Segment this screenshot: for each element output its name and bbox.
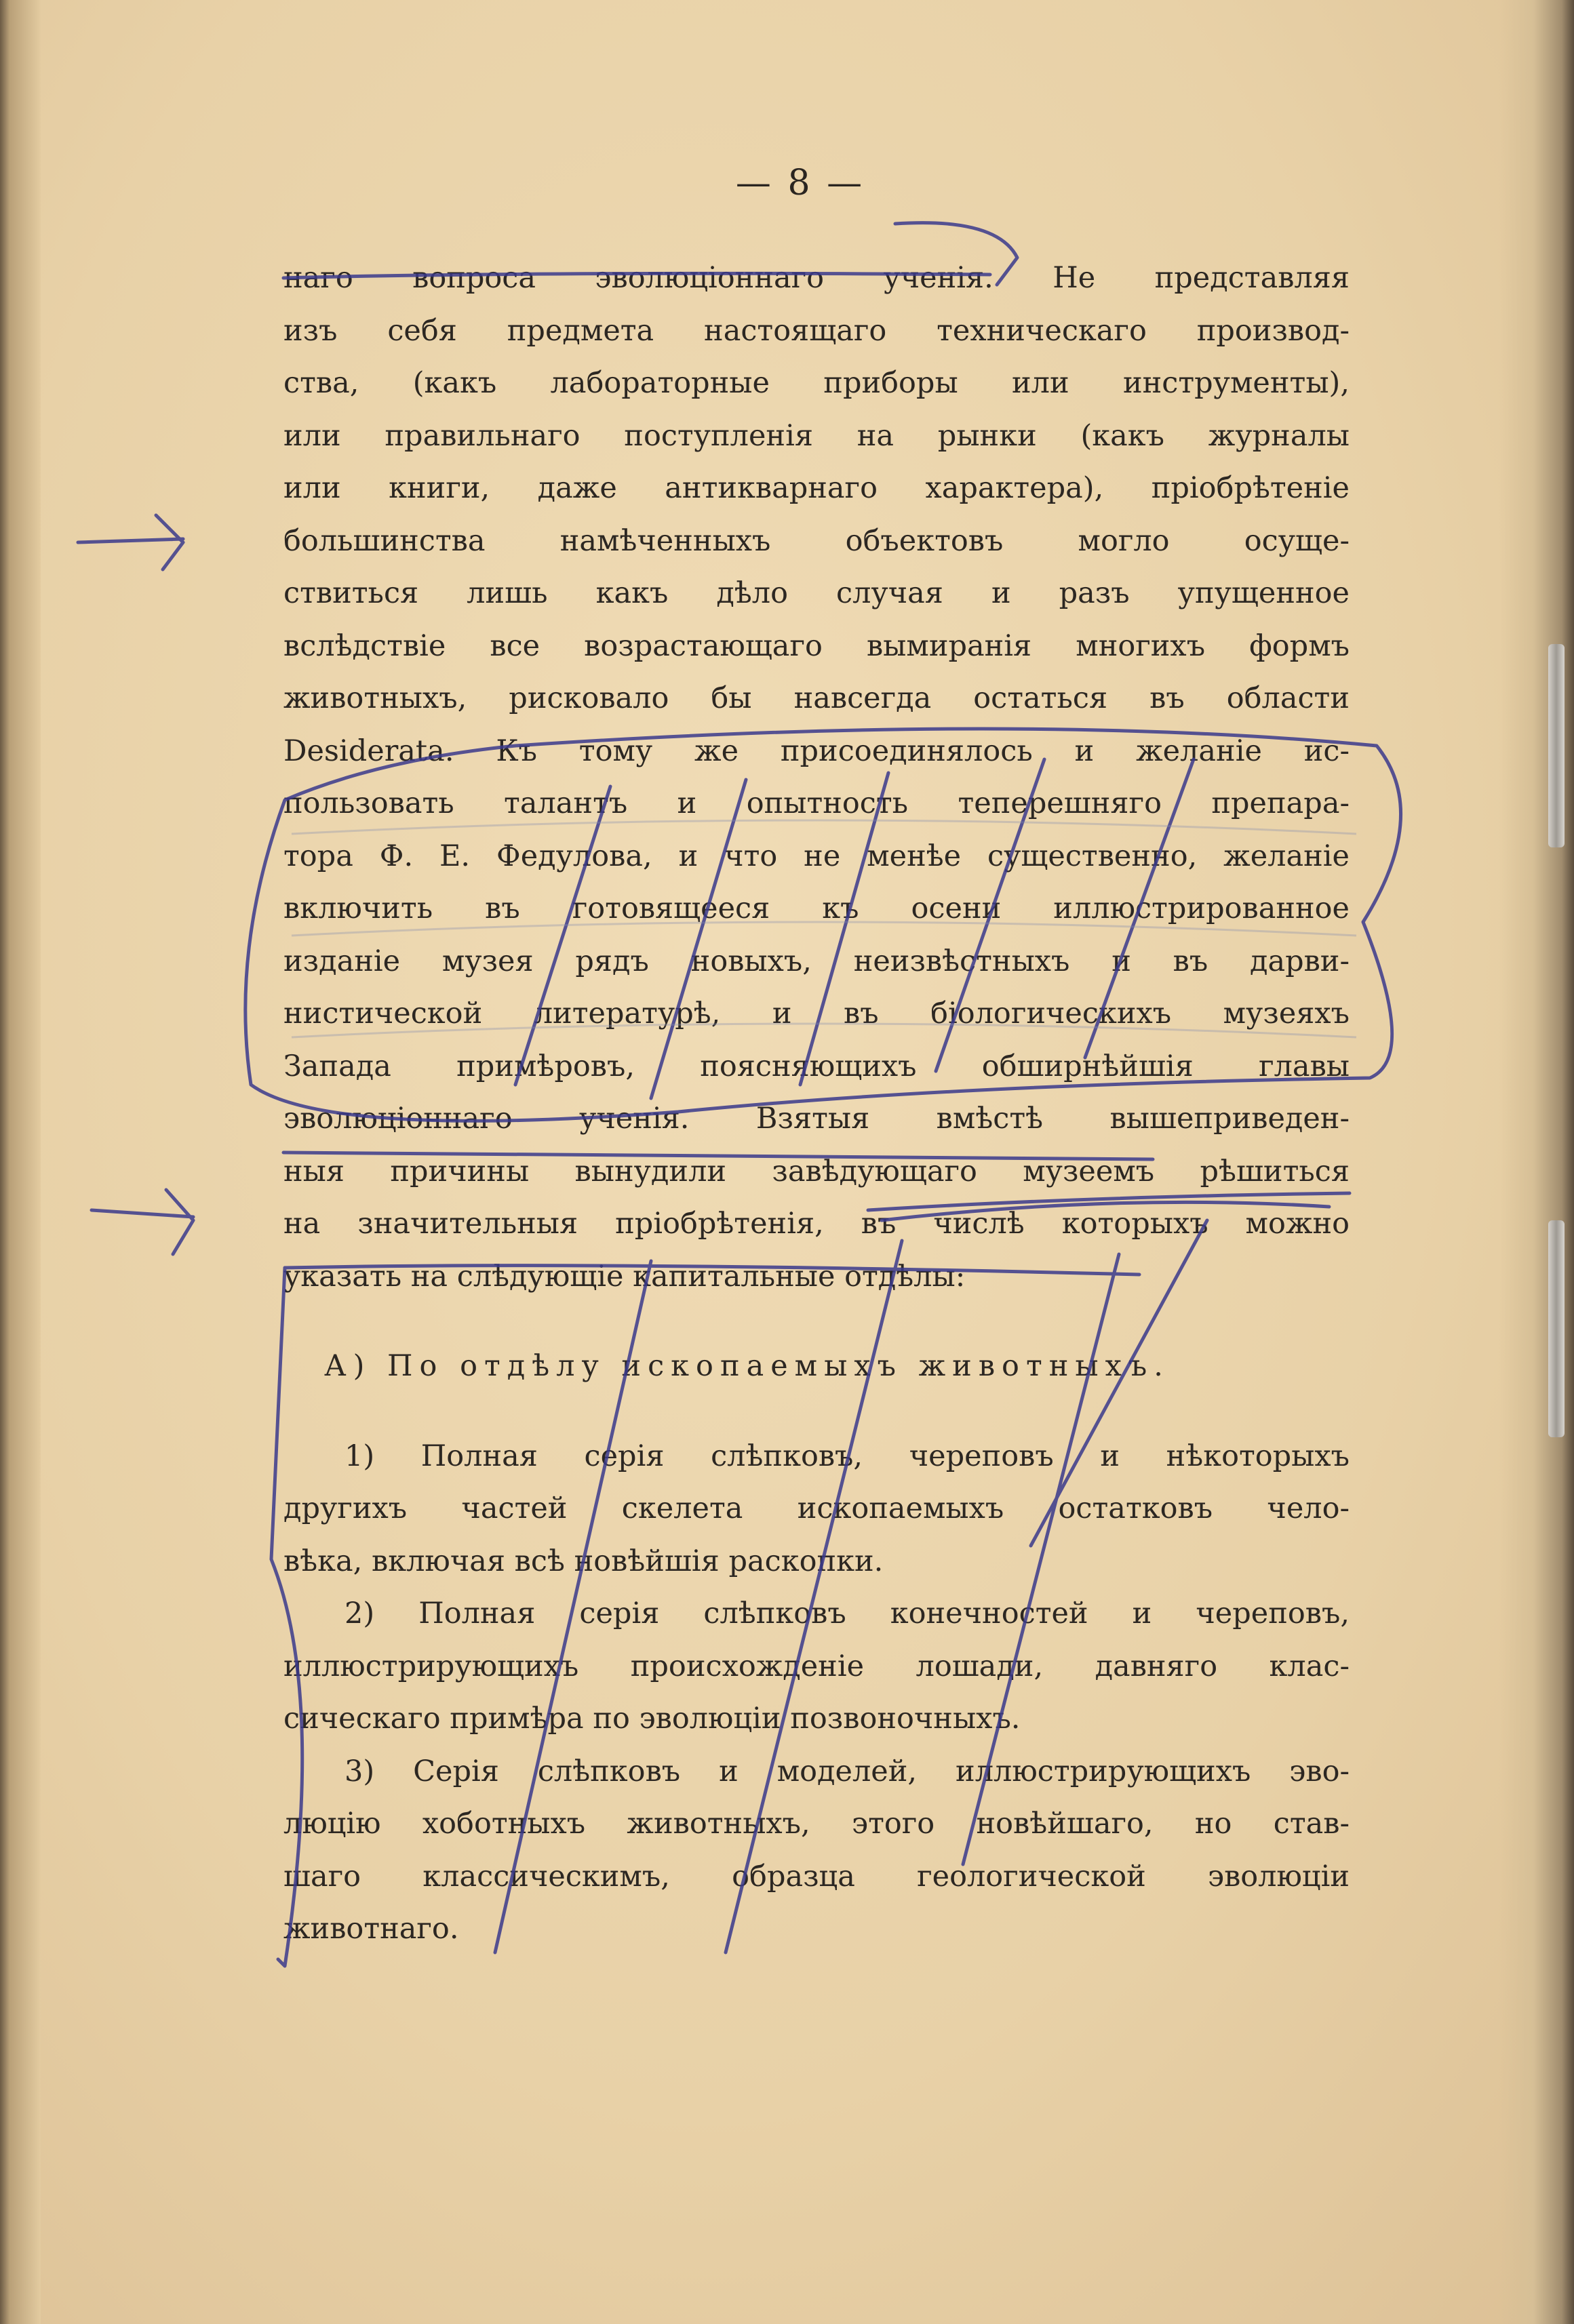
text-line: или правильнаго поступленія на рынки (какъ журналы <box>283 418 1350 453</box>
text-line: ствиться лишь какъ дѣло случая и разъ упущенное <box>283 576 1350 610</box>
text-line: нистической литературѣ, и въ біологическихъ музеяхъ <box>283 997 1350 1030</box>
spacer <box>283 1303 1350 1340</box>
page-left-edge <box>0 0 41 2324</box>
text-line: включить въ готовящееся къ осени иллюстрированное <box>283 891 1350 925</box>
list-item-3-line: шаго классическимъ, образца геологической эволюціи <box>283 1859 1350 1894</box>
text-line: ныя причины вынудили завѣдующаго музеемъ рѣшиться <box>283 1154 1350 1188</box>
main-text <box>283 252 1350 1956</box>
margin-arrow-icon <box>92 1190 193 1254</box>
text-line: изданіе музея рядъ новыхъ, неизвѣстныхъ и въ дарви- <box>283 944 1350 978</box>
text-line: животныхъ, рисковало бы навсегда остаться въ области <box>283 681 1350 715</box>
list-item-3-line: 3) Серія слѣпковъ и моделей, иллюстрирующихъ эво- <box>345 1754 1350 1788</box>
text-line: наго вопроса эволюціоннаго ученія. Не представляя <box>283 261 1350 295</box>
text-line: ства, (какъ лабораторные приборы или инструменты), <box>283 366 1350 400</box>
margin-arrow-icon <box>78 515 183 569</box>
list-item-1-line: 1) Полная серія слѣпковъ, череповъ и нѣкоторыхъ <box>345 1439 1350 1473</box>
text-line: указать на слѣдующіе капитальные отдѣлы: <box>283 1259 966 1294</box>
text-line: большинства намѣченныхъ объектовъ могло осуще- <box>283 523 1350 558</box>
list-item-2-line: 2) Полная серія слѣпковъ конечностей и череповъ, <box>345 1597 1350 1630</box>
list-item-1-line: другихъ частей скелета ископаемыхъ остатковъ чело- <box>283 1491 1350 1525</box>
staple-top <box>1548 644 1565 847</box>
list-item-1-line: вѣка, включая всѣ новѣйшія раскопки. <box>283 1544 884 1578</box>
list-item-3-line: люцію хоботныхъ животныхъ, этого новѣйшаго, но став- <box>283 1807 1350 1841</box>
list-item-2-line: иллюстрирующихъ происхожденіе лошади, давняго клас- <box>283 1649 1350 1683</box>
text-line: тора Ф. Е. Федулова, и что не менѣе существенно, желаніе <box>283 839 1350 873</box>
text-line: Запада примѣровъ, поясняющихъ обширнѣйшія главы <box>283 1049 1350 1083</box>
list-item-3-line: животнаго. <box>283 1912 459 1946</box>
text-line: пользовать талантъ и опытность теперешняго препара- <box>283 786 1350 820</box>
spacer <box>283 1393 1350 1430</box>
text-line: на значительныя пріобрѣтенія, въ числѣ которыхъ можно <box>283 1207 1350 1241</box>
text-line: Desiderata. Къ тому же присоединялось и желаніе ис- <box>283 734 1350 768</box>
section-heading: А) По отдѣлу ископаемыхъ животныхъ. <box>324 1349 1170 1383</box>
text-line: вслѣдствіе все возрастающаго вымиранія многихъ формъ <box>283 628 1350 663</box>
staple-bottom <box>1548 1220 1565 1437</box>
text-line: или книги, даже антикварнаго характера), пріобрѣтеніе <box>283 471 1350 505</box>
text-line: эволюціоннаго ученія. Взятыя вмѣстѣ вышеприведен- <box>283 1102 1350 1136</box>
text-line: изъ себя предмета настоящаго техническаго производ- <box>283 313 1350 348</box>
list-item-2-line: сическаго примѣра по эволюціи позвоночныхъ. <box>283 1702 1021 1736</box>
page-right-edge <box>1499 0 1574 2324</box>
page-number: — 8 — <box>735 163 865 203</box>
